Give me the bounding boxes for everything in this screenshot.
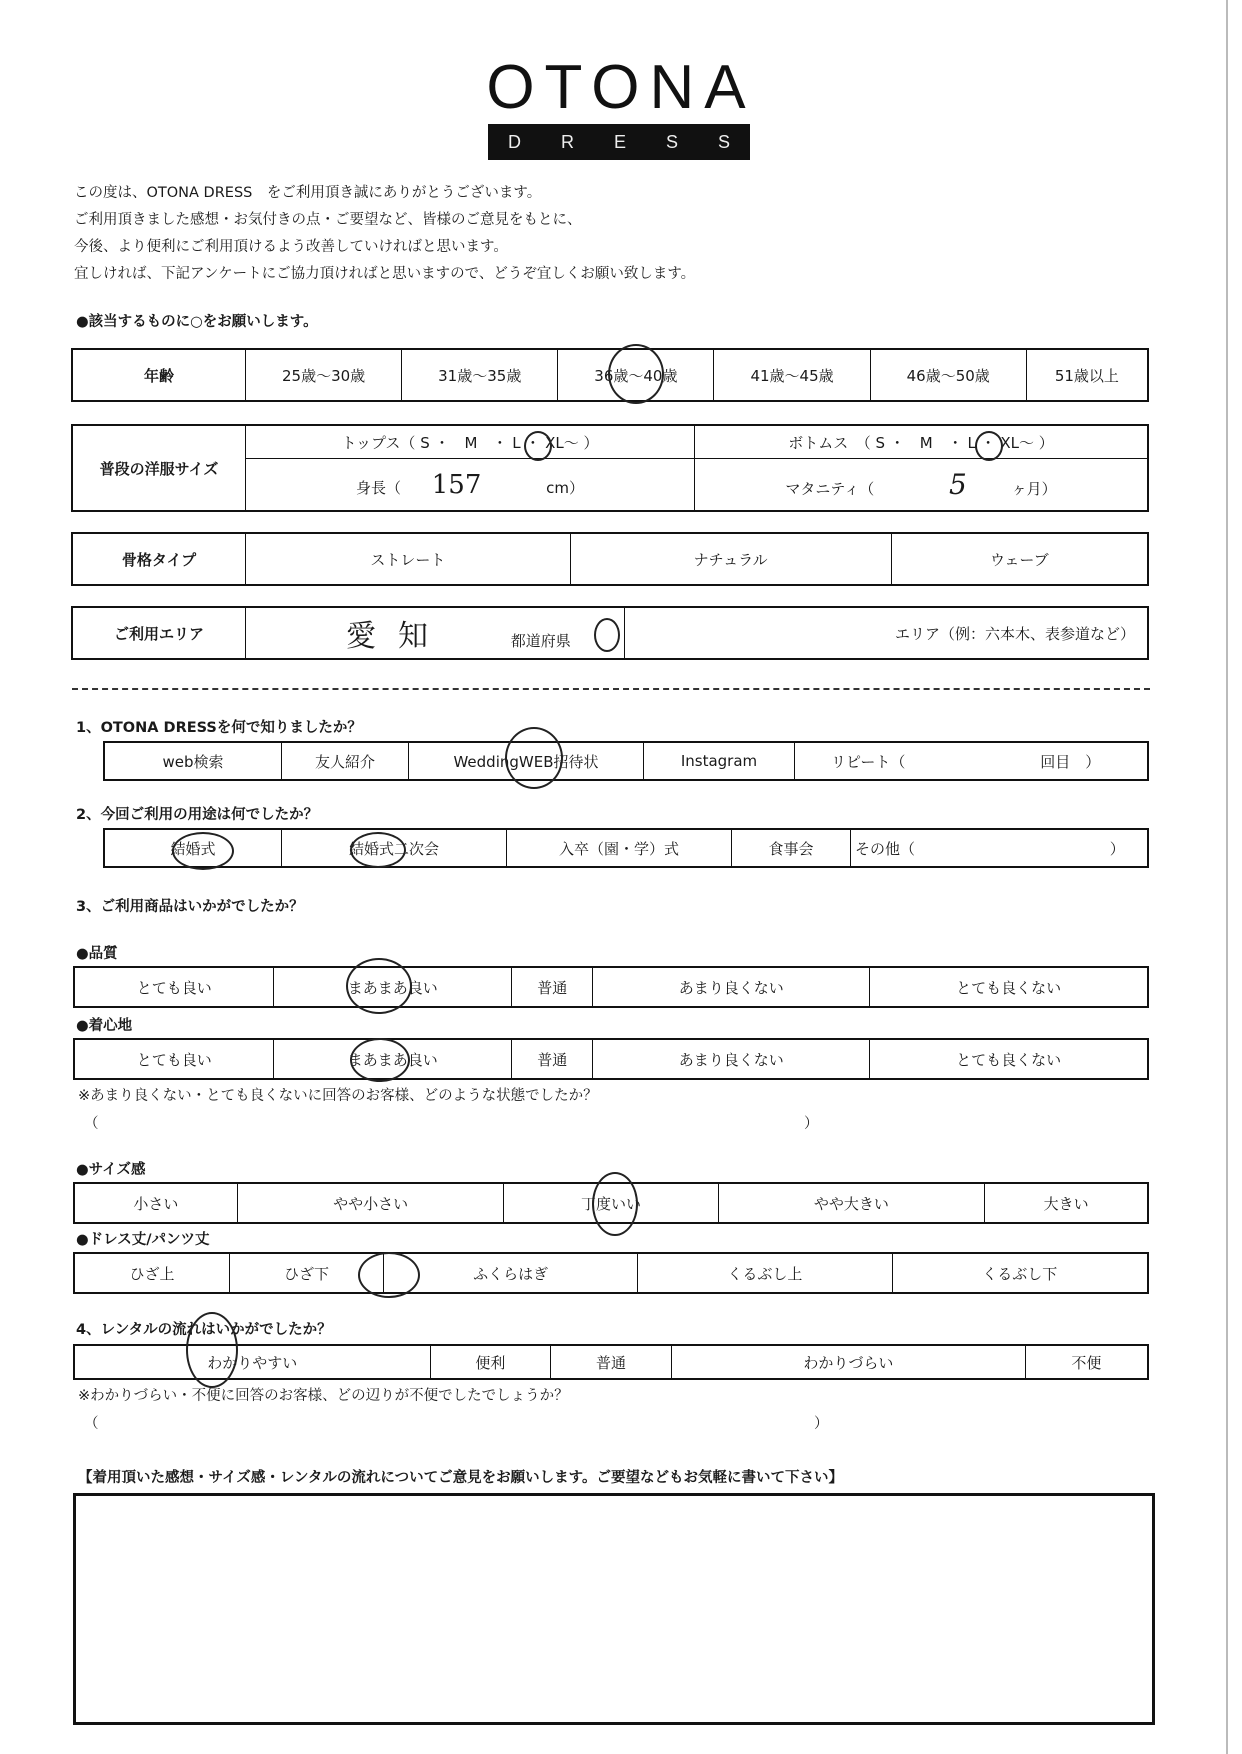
quality-note: ※あまり良くない・とても良くないに回答のお客様、どのような状態でしたか？ bbox=[78, 1088, 598, 1104]
other-close: ） bbox=[1109, 839, 1125, 858]
age-label: 年齢 bbox=[72, 349, 246, 401]
q1-title: 1、OTONA DRESSを何で知りましたか？ bbox=[76, 720, 362, 736]
note-paren-close: ） bbox=[814, 1416, 829, 1432]
note-paren-open: （ bbox=[84, 1116, 99, 1132]
intro-line: この度は、OTONA DRESS をご利用頂き誠にありがとうございます。 bbox=[74, 185, 542, 201]
comfort-option[interactable]: とても良い bbox=[74, 1039, 274, 1079]
note-paren-open: （ bbox=[84, 1416, 99, 1432]
length-option[interactable]: ひざ上 bbox=[74, 1253, 230, 1293]
intro-text bbox=[74, 180, 695, 288]
repeat-count-label: 回目 ） bbox=[1040, 752, 1101, 771]
age-option[interactable]: 31歳～35歳 bbox=[402, 349, 558, 401]
quality-option[interactable]: まあまあ良い bbox=[274, 967, 512, 1007]
q1-option[interactable]: 友人紹介 bbox=[282, 742, 409, 780]
q4-note: ※わかりづらい・不便に回答のお客様、どの辺りが不便でしたでしょうか？ bbox=[78, 1388, 569, 1404]
size-feel-option[interactable]: 大きい bbox=[985, 1183, 1148, 1223]
q4-title: 4、レンタルの流れはいかがでしたか？ bbox=[76, 1322, 332, 1338]
tops-size[interactable]: トップス（ S ・ M ・ L ・ XL～ ） bbox=[246, 425, 695, 459]
comfort-table bbox=[73, 1038, 1149, 1080]
height-unit: cm） bbox=[546, 478, 585, 497]
age-option[interactable]: 36歳～40歳 bbox=[558, 349, 714, 401]
body-type-option[interactable]: ストレート bbox=[246, 533, 571, 585]
height-value: 157 bbox=[431, 469, 482, 500]
brand-logo: OTONA bbox=[486, 53, 756, 122]
area-label: ご利用エリア bbox=[72, 607, 246, 659]
age-option[interactable]: 41歳～45歳 bbox=[714, 349, 870, 401]
length-option[interactable]: ひざ下 bbox=[230, 1253, 384, 1293]
answer-circle bbox=[172, 832, 234, 870]
answer-circle bbox=[608, 344, 664, 404]
q3-title: 3、ご利用商品はいかがでしたか？ bbox=[76, 899, 304, 915]
q4-option[interactable]: わかりづらい bbox=[671, 1345, 1025, 1379]
q1-table bbox=[103, 741, 1149, 781]
answer-circle bbox=[594, 618, 620, 652]
length-option[interactable]: くるぶし下 bbox=[892, 1253, 1148, 1293]
quality-option[interactable]: とても良い bbox=[74, 967, 274, 1007]
size-feel-label: ●サイズ感 bbox=[76, 1162, 146, 1178]
quality-option[interactable]: あまり良くない bbox=[593, 967, 870, 1007]
height-label: 身長（ bbox=[355, 478, 401, 497]
maternity-unit: ヶ月） bbox=[1011, 480, 1057, 499]
quality-label: ●品質 bbox=[76, 946, 118, 962]
q1-option[interactable]: WeddingWEB招待状 bbox=[409, 742, 644, 780]
prefecture-label: 都道府県 bbox=[510, 632, 571, 650]
bottoms-size[interactable]: ボトムス （ S ・ M ・ L ・ XL～ ） bbox=[695, 425, 1149, 459]
q2-option[interactable]: 結婚式 bbox=[104, 829, 282, 867]
q4-option[interactable]: わかりやすい bbox=[74, 1345, 430, 1379]
intro-line: ご利用頂きました感想・お気付きの点・ご要望など、皆様のご意見をもとに、 bbox=[74, 212, 582, 228]
q2-title: 2、今回ご利用の用途は何でしたか？ bbox=[76, 807, 319, 823]
height-field[interactable] bbox=[246, 459, 695, 511]
logo-letter: E bbox=[613, 131, 626, 152]
length-option[interactable]: くるぶし上 bbox=[638, 1253, 892, 1293]
answer-circle bbox=[350, 1038, 410, 1082]
other-label: その他（ bbox=[855, 839, 916, 858]
answer-circle bbox=[592, 1172, 638, 1236]
maternity-field[interactable] bbox=[695, 459, 1149, 511]
comments-box[interactable] bbox=[73, 1493, 1155, 1725]
size-feel-option[interactable]: やや大きい bbox=[718, 1183, 985, 1223]
intro-line: 今後、より便利にご利用頂けるよう改善していければと思います。 bbox=[74, 239, 508, 255]
q2-option[interactable]: 食事会 bbox=[732, 829, 851, 867]
comfort-option[interactable]: とても良くない bbox=[870, 1039, 1148, 1079]
maternity-value: 5 bbox=[948, 468, 967, 502]
comfort-option[interactable]: まあまあ良い bbox=[274, 1039, 512, 1079]
length-table bbox=[73, 1252, 1149, 1294]
age-option[interactable]: 25歳～30歳 bbox=[246, 349, 402, 401]
body-type-table bbox=[71, 532, 1149, 586]
q2-table bbox=[103, 828, 1149, 868]
divider bbox=[72, 688, 1150, 690]
quality-option[interactable]: 普通 bbox=[512, 967, 593, 1007]
length-label: ●ドレス丈/パンツ丈 bbox=[76, 1232, 210, 1248]
q2-option[interactable]: 入卒（園・学）式 bbox=[507, 829, 732, 867]
answer-circle bbox=[975, 431, 1003, 461]
quality-option[interactable]: とても良くない bbox=[870, 967, 1148, 1007]
age-option[interactable]: 46歳～50歳 bbox=[870, 349, 1026, 401]
brand-logo-sub bbox=[488, 124, 750, 160]
answer-circle bbox=[346, 958, 412, 1014]
length-option[interactable]: ふくらはぎ bbox=[384, 1253, 638, 1293]
q4-option[interactable]: 便利 bbox=[430, 1345, 551, 1379]
size-feel-option[interactable]: 小さい bbox=[74, 1183, 237, 1223]
intro-line: 宜しければ、下記アンケートにご協力頂ければと思いますので、どうぞ宜しくお願い致します。 bbox=[74, 266, 696, 282]
quality-table bbox=[73, 966, 1149, 1008]
logo-letter: D bbox=[507, 131, 521, 152]
q2-option[interactable]: 結婚式二次会 bbox=[282, 829, 507, 867]
logo-letter: S bbox=[717, 131, 730, 152]
body-type-option[interactable]: ウェーブ bbox=[891, 533, 1148, 585]
maternity-label: マタニティ（ bbox=[785, 480, 875, 499]
answer-circle bbox=[358, 1252, 420, 1298]
size-label: 普段の洋服サイズ bbox=[72, 425, 246, 511]
comfort-label: ●着心地 bbox=[76, 1018, 133, 1034]
q1-option[interactable]: web検索 bbox=[104, 742, 282, 780]
area-field[interactable]: エリア（例：六本木、表参道など） bbox=[625, 607, 1149, 659]
scan-edge bbox=[1226, 0, 1228, 1754]
prefecture-value: 愛知 bbox=[346, 619, 450, 654]
q1-repeat[interactable] bbox=[795, 742, 1149, 780]
repeat-label: リピート（ bbox=[831, 752, 906, 771]
body-type-option[interactable]: ナチュラル bbox=[570, 533, 891, 585]
comments-title: 【着用頂いた感想・サイズ感・レンタルの流れについてご意見をお願いします。ご要望などもお気軽に書いて下さい】 bbox=[78, 1470, 843, 1486]
answer-circle bbox=[505, 727, 563, 789]
body-type-label: 骨格タイプ bbox=[72, 533, 246, 585]
age-option[interactable]: 51歳以上 bbox=[1026, 349, 1148, 401]
comfort-option[interactable]: 普通 bbox=[512, 1039, 593, 1079]
size-feel-option[interactable]: やや小さい bbox=[237, 1183, 504, 1223]
comfort-option[interactable]: あまり良くない bbox=[593, 1039, 870, 1079]
logo-letter: R bbox=[560, 131, 574, 152]
logo-letter: S bbox=[665, 131, 678, 152]
answer-circle bbox=[524, 431, 552, 461]
instruction: ●該当するものに○をお願いします。 bbox=[76, 314, 318, 330]
q4-option[interactable]: 普通 bbox=[551, 1345, 672, 1379]
size-feel-option[interactable]: 丁度いい bbox=[504, 1183, 718, 1223]
note-paren-close: ） bbox=[804, 1116, 819, 1132]
answer-circle bbox=[350, 832, 406, 868]
q4-option[interactable]: 不便 bbox=[1025, 1345, 1148, 1379]
prefecture-field[interactable] bbox=[246, 607, 625, 659]
answer-circle bbox=[186, 1312, 238, 1388]
q1-option[interactable]: Instagram bbox=[644, 742, 795, 780]
q2-other[interactable] bbox=[851, 829, 1149, 867]
